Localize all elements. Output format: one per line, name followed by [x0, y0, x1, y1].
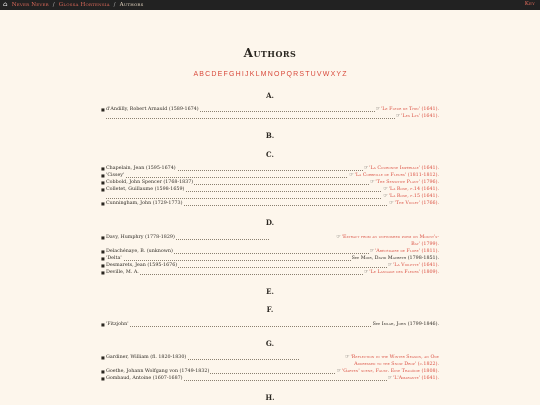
list-item [101, 354, 439, 361]
alpha-link-k[interactable]: K [249, 71, 255, 78]
work-title[interactable]: 'Garten' scene, Faust. Eine Tragödie (1808). [341, 369, 439, 374]
work-link[interactable] [348, 172, 439, 179]
pointing-hand-icon: ☞ [387, 376, 392, 381]
bullet: ■ [101, 369, 105, 374]
author-name: Colletet, Guillaume (1598-1659) [106, 187, 185, 192]
author-name: Goethe, Johann Wolfgang von (1749-1832) [106, 369, 210, 374]
alpha-link-e[interactable]: E [217, 71, 223, 78]
alpha-link-t[interactable]: T [305, 71, 310, 78]
bullet: ■ [101, 256, 105, 261]
work-title[interactable]: 'Le Fleur de Thin' (1641). [380, 107, 439, 112]
work-title[interactable]: 'The Sensitive Plant' (1796). [375, 180, 439, 185]
top-navigation-bar [0, 0, 540, 10]
section-heading-d: D. [265, 218, 275, 227]
bullet: ■ [101, 187, 105, 192]
bullet: ■ [101, 263, 105, 268]
alpha-link-o[interactable]: O [273, 71, 280, 78]
alpha-link-z[interactable]: Z [342, 71, 347, 78]
bullet: ■ [101, 166, 105, 171]
author-name: Cunningham, John (1729-1773) [106, 201, 183, 206]
bullet: ■ [101, 173, 105, 178]
breadcrumb-separator: / [113, 2, 116, 8]
bullet: ■ [101, 355, 105, 360]
alpha-link-y[interactable]: Y [336, 71, 342, 78]
list-item [101, 234, 439, 241]
list-item [101, 361, 439, 368]
pointing-hand-icon: ☞ [363, 270, 369, 275]
work-title[interactable]: 'La Rose, f.15 (1641). [388, 194, 439, 199]
work-link[interactable] [336, 368, 439, 375]
work-link[interactable] [344, 354, 439, 361]
pointing-hand-icon: ☞ [387, 263, 392, 268]
author-name: Gardiner, William (fl. 1820-1830) [106, 355, 187, 360]
pointing-hand-icon: ☞ [369, 249, 374, 254]
pointing-hand-icon: ☞ [336, 369, 341, 374]
list-item [101, 106, 439, 113]
page-title: Authors [243, 46, 297, 60]
work-title[interactable]: 'Reflection in the Winter Season, an Ode [350, 355, 439, 360]
list-item [101, 193, 439, 200]
pointing-hand-icon: ☞ [383, 194, 388, 199]
work-link[interactable] [369, 248, 439, 255]
author-name: Davy, Humphry (1778-1829) [106, 235, 175, 240]
section-heading-c: C. [266, 150, 274, 159]
author-name: 'Delta' [106, 256, 122, 261]
list-item [101, 186, 439, 193]
work-title[interactable]: 'Les Lys' (1641). [401, 114, 439, 119]
alpha-link-n[interactable]: N [267, 71, 273, 78]
pointing-hand-icon: ☞ [395, 114, 401, 119]
work-title[interactable]: 'La Violette' (1641). [392, 263, 439, 268]
pointing-hand-icon: ☞ [345, 355, 350, 360]
key-link[interactable]: Key [524, 1, 535, 7]
work-link-continued[interactable]: Addressed to the Snow Drop' (c.1822). [354, 362, 439, 367]
work-title[interactable]: 'Le Langage des Fleurs' (1809). [369, 270, 439, 275]
list-item [101, 269, 439, 276]
bullet: ■ [101, 270, 105, 275]
work-link[interactable] [335, 234, 439, 241]
pointing-hand-icon: ☞ [370, 180, 375, 185]
work-link[interactable] [387, 375, 439, 382]
pointing-hand-icon: ☞ [383, 187, 388, 192]
author-name: Delachénaye, B. (unknown) [106, 249, 173, 254]
alpha-link-x[interactable]: X [330, 71, 336, 78]
bullet: ■ [101, 376, 105, 381]
breadcrumb-glossa-hortensia[interactable]: Glossa Hortensia [58, 2, 110, 8]
pointing-hand-icon: ☞ [389, 201, 394, 206]
alpha-link-b[interactable]: B [199, 71, 204, 78]
work-title[interactable]: 'The Violet' (1766). [394, 201, 439, 206]
alpha-link-j[interactable]: J [245, 71, 249, 78]
alpha-link-f[interactable]: F [223, 71, 228, 78]
list-item [101, 241, 439, 248]
work-link[interactable] [363, 165, 439, 172]
alpha-link-l[interactable]: L [255, 71, 260, 78]
work-link[interactable] [382, 186, 439, 193]
work-title[interactable]: 'La Couronne Impériale' (1641). [369, 166, 439, 171]
house-icon[interactable]: ⌂ [3, 1, 8, 8]
alpha-link-v[interactable]: V [316, 71, 322, 78]
author-name: Chapelain, Jean (1595-1674) [106, 166, 176, 171]
alpha-link-w[interactable]: W [322, 71, 330, 78]
pointing-hand-icon: ☞ [375, 107, 380, 112]
author-name: Cobbold, John Spencer (1768-1837) [106, 180, 194, 185]
author-name: d'Andilly, Robert Arnauld (1589-1674) [106, 107, 199, 112]
work-link[interactable] [388, 200, 439, 207]
alpha-link-g[interactable]: G [228, 71, 235, 78]
alpha-link-q[interactable]: Q [286, 71, 292, 78]
work-link[interactable] [369, 179, 439, 186]
list-item [101, 321, 439, 328]
work-title[interactable]: 'Abécédaire de Flore' (1811). [374, 249, 439, 254]
author-name: Deville, M. A. [106, 270, 139, 275]
bullet: ■ [101, 322, 105, 327]
work-title[interactable]: 'Extract from an unfinished poem on Mount's- [341, 235, 439, 240]
section-heading-e: E. [266, 287, 274, 296]
bullet: ■ [101, 249, 105, 254]
work-link[interactable] [395, 113, 439, 120]
alphabet-index [0, 71, 540, 78]
work-link[interactable] [363, 269, 439, 276]
alpha-link-m[interactable]: M [260, 71, 267, 78]
alpha-link-r[interactable]: R [293, 71, 299, 78]
list-item [101, 113, 439, 120]
work-title[interactable]: 'L'Amarante' (1641). [392, 376, 439, 381]
list-item [101, 179, 439, 186]
dot-leader [106, 118, 439, 119]
work-title[interactable]: 'La Corbeille de Fleurs' (1811-1812). [354, 173, 439, 178]
breadcrumb-never-never[interactable]: Never Never [11, 2, 49, 8]
alpha-link-c[interactable]: C [205, 71, 211, 78]
alpha-link-s[interactable]: S [299, 71, 304, 78]
list-item [101, 165, 439, 172]
breadcrumb [3, 1, 146, 8]
section-heading-a: A. [266, 91, 274, 100]
pointing-hand-icon: ☞ [349, 173, 354, 178]
alpha-link-a[interactable]: A [193, 71, 199, 78]
work-title[interactable]: 'La Rose, f.14 (1641). [388, 187, 439, 192]
list-item [101, 262, 439, 269]
breadcrumb-authors: Authors [119, 2, 144, 8]
breadcrumb-separator: / [52, 2, 55, 8]
see-reference[interactable]: See Moir, David Macbeth (1798-1851). [351, 256, 439, 261]
work-link[interactable] [375, 106, 439, 113]
work-link-continued[interactable]: Bay' (1799). [411, 242, 439, 247]
alpha-link-i[interactable]: I [241, 71, 244, 78]
bullet: ■ [101, 180, 105, 185]
alpha-link-p[interactable]: P [280, 71, 286, 78]
pointing-hand-icon: ☞ [336, 235, 341, 240]
list-item [101, 368, 439, 375]
alpha-link-u[interactable]: U [310, 71, 316, 78]
bullet: ■ [101, 201, 105, 206]
section-heading-h: H. [265, 393, 275, 402]
section-heading-f: F. [266, 305, 274, 314]
section-heading-b: B. [265, 131, 275, 140]
list-item [101, 248, 439, 255]
alpha-link-d[interactable]: D [211, 71, 217, 78]
author-name: Desmarets, Jean (1595-1676) [106, 263, 178, 268]
list-item [101, 200, 439, 207]
section-heading-g: G. [265, 339, 275, 348]
list-item [101, 255, 439, 262]
bullet: ■ [101, 235, 105, 240]
author-name: 'Fitzjohn' [106, 322, 129, 327]
list-item [101, 172, 439, 179]
work-link[interactable] [387, 262, 439, 269]
author-name: 'Cissey' [106, 173, 125, 178]
work-link[interactable] [382, 193, 439, 200]
list-item [101, 375, 439, 382]
alpha-link-h[interactable]: H [235, 71, 241, 78]
author-name: Gombaud, Antoine (1607-1687) [106, 376, 183, 381]
pointing-hand-icon: ☞ [363, 166, 369, 171]
bullet: ■ [101, 107, 105, 112]
see-reference[interactable]: See Imlah, John (1799-1846). [372, 322, 439, 327]
